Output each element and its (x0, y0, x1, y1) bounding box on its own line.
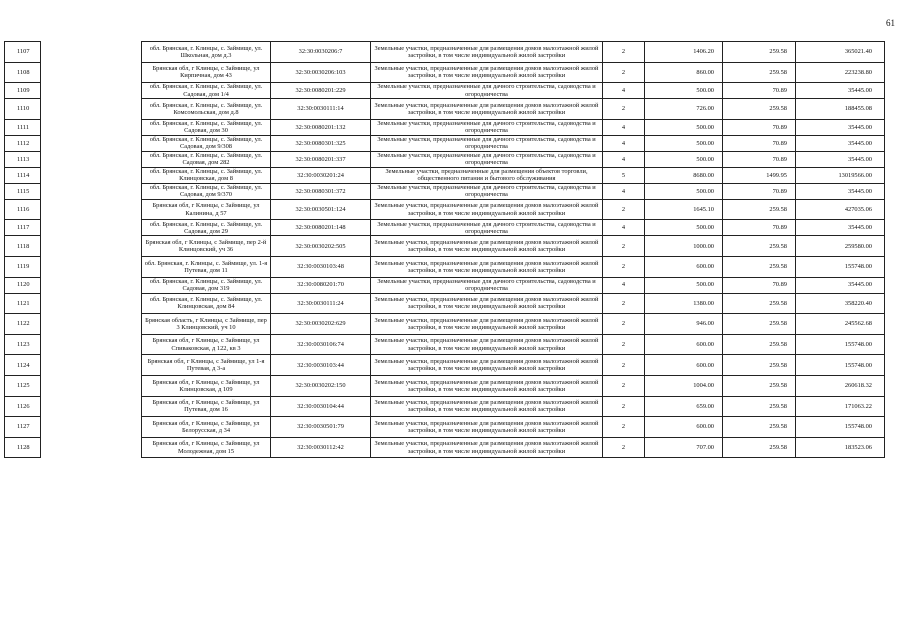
land-purpose-cell: Земельные участки, предназначенные для размещения объектов торговли, общественного питания и бытового обслуживания (371, 167, 603, 183)
price-per-unit-cell: 259.58 (723, 355, 796, 376)
table-row (5, 355, 885, 376)
spacer-cell (41, 42, 142, 63)
row-number: 1124 (5, 355, 41, 376)
table-row (5, 199, 885, 220)
cadastral-number-cell: 32:30:0080201:229 (271, 83, 371, 99)
price-per-unit-cell: 259.58 (723, 334, 796, 355)
purpose-group-cell: 4 (603, 220, 645, 236)
cadastral-value-cell: 188455.08 (796, 99, 885, 120)
row-number: 1125 (5, 375, 41, 396)
area-cell: 8680.00 (645, 167, 723, 183)
area-cell: 1406.20 (645, 42, 723, 63)
purpose-group-cell: 2 (603, 417, 645, 438)
table-row (5, 277, 885, 293)
table-row (5, 167, 885, 183)
address-cell: обл. Брянская, г. Клинцы, с. Займище, ул. Садовая, дом 30 (142, 119, 271, 135)
cadastral-value-cell: 155748.00 (796, 256, 885, 277)
purpose-group-cell: 2 (603, 375, 645, 396)
table-row (5, 183, 885, 199)
purpose-group-cell: 2 (603, 256, 645, 277)
cadastral-number-cell: 32:30:0080201:70 (271, 277, 371, 293)
row-number: 1119 (5, 256, 41, 277)
row-number: 1123 (5, 334, 41, 355)
spacer-cell (41, 293, 142, 314)
price-per-unit-cell: 259.58 (723, 396, 796, 417)
land-purpose-cell: Земельные участки, предназначенные для дачного строительства, садоводства и огородничества (371, 277, 603, 293)
address-cell: Брянская обл, г Клинцы, с Займище, ул Клинцовская, д 109 (142, 375, 271, 396)
purpose-group-cell: 2 (603, 334, 645, 355)
address-cell: обл. Брянская, г. Клинцы, с. Займище, ул. Комсомольская, дом д.8 (142, 99, 271, 120)
land-purpose-cell: Земельные участки, предназначенные для размещения домов малоэтажной жилой застройки, в том числе индивидуальной жилой застройки (371, 42, 603, 63)
cadastral-value-cell: 35445.00 (796, 135, 885, 151)
table-row (5, 42, 885, 63)
purpose-group-cell: 2 (603, 42, 645, 63)
cadastral-value-cell: 35445.00 (796, 119, 885, 135)
cadastral-number-cell: 32:30:0030111:14 (271, 99, 371, 120)
address-cell: Брянская обл, г Клинцы, с Займище, ул Спиваковская, д 122, кв 3 (142, 334, 271, 355)
area-cell: 1000.00 (645, 236, 723, 257)
address-cell: обл. Брянская, г. Клинцы, с. Займище, ул. 1-я Путевая, дом 11 (142, 256, 271, 277)
area-cell: 500.00 (645, 151, 723, 167)
spacer-cell (41, 167, 142, 183)
purpose-group-cell: 4 (603, 151, 645, 167)
land-purpose-cell: Земельные участки, предназначенные для дачного строительства, садоводства и огородничества (371, 119, 603, 135)
spacer-cell (41, 355, 142, 376)
land-purpose-cell: Земельные участки, предназначенные для размещения домов малоэтажной жилой застройки, в том числе индивидуальной жилой застройки (371, 437, 603, 458)
cadastral-value-cell: 155748.00 (796, 355, 885, 376)
land-purpose-cell: Земельные участки, предназначенные для дачного строительства, садоводства и огородничества (371, 83, 603, 99)
price-per-unit-cell: 259.58 (723, 42, 796, 63)
price-per-unit-cell: 70.89 (723, 83, 796, 99)
cadastral-value-cell: 365021.40 (796, 42, 885, 63)
cadastral-number-cell: 32:30:0080301:325 (271, 135, 371, 151)
area-cell: 946.00 (645, 314, 723, 335)
address-cell: Брянская обл, г Клинцы, с Займище, ул Белорусская, д 34 (142, 417, 271, 438)
table-row (5, 62, 885, 83)
spacer-cell (41, 396, 142, 417)
purpose-group-cell: 2 (603, 437, 645, 458)
cadastral-value-cell: 155748.00 (796, 417, 885, 438)
area-cell: 1004.00 (645, 375, 723, 396)
cadastral-value-cell: 35445.00 (796, 183, 885, 199)
land-purpose-cell: Земельные участки, предназначенные для размещения домов малоэтажной жилой застройки, в том числе индивидуальной жилой застройки (371, 375, 603, 396)
area-cell: 500.00 (645, 277, 723, 293)
land-purpose-cell: Земельные участки, предназначенные для размещения домов малоэтажной жилой застройки, в том числе индивидуальной жилой застройки (371, 396, 603, 417)
price-per-unit-cell: 259.58 (723, 199, 796, 220)
land-purpose-cell: Земельные участки, предназначенные для размещения домов малоэтажной жилой застройки, в том числе индивидуальной жилой застройки (371, 199, 603, 220)
table-row (5, 437, 885, 458)
cadastral-number-cell: 32:30:0080301:372 (271, 183, 371, 199)
cadastral-number-cell: 32:30:0030501:124 (271, 199, 371, 220)
cadastral-value-cell: 245562.68 (796, 314, 885, 335)
price-per-unit-cell: 70.89 (723, 151, 796, 167)
address-cell: обл. Брянская, г. Клинцы, с. Займище, ул. Клинцовская, дом 8 (142, 167, 271, 183)
purpose-group-cell: 2 (603, 355, 645, 376)
area-cell: 659.00 (645, 396, 723, 417)
land-purpose-cell: Земельные участки, предназначенные для размещения домов малоэтажной жилой застройки, в том числе индивидуальной жилой застройки (371, 314, 603, 335)
cadastral-number-cell: 32:30:0030201:24 (271, 167, 371, 183)
price-per-unit-cell: 259.58 (723, 256, 796, 277)
purpose-group-cell: 4 (603, 183, 645, 199)
price-per-unit-cell: 70.89 (723, 220, 796, 236)
table-row (5, 314, 885, 335)
cadastral-value-cell: 171063.22 (796, 396, 885, 417)
address-cell: обл. Брянская, г. Клинцы, с. Займище, ул. Садовая, дом 9/370 (142, 183, 271, 199)
purpose-group-cell: 2 (603, 314, 645, 335)
area-cell: 860.00 (645, 62, 723, 83)
address-cell: Брянская обл, г Клинцы, с Займище, ул Молодежная, дом 15 (142, 437, 271, 458)
row-number: 1115 (5, 183, 41, 199)
cadastral-value-cell: 223238.80 (796, 62, 885, 83)
area-cell: 500.00 (645, 220, 723, 236)
table-row (5, 83, 885, 99)
cadastral-number-cell: 32:30:0030202:150 (271, 375, 371, 396)
purpose-group-cell: 4 (603, 135, 645, 151)
address-cell: обл. Брянская, г. Клинцы, с. Займище, ул. Садовая, дом 29 (142, 220, 271, 236)
spacer-cell (41, 437, 142, 458)
table-row (5, 236, 885, 257)
area-cell: 707.00 (645, 437, 723, 458)
row-number: 1111 (5, 119, 41, 135)
cadastral-number-cell: 32:30:0080201:132 (271, 119, 371, 135)
spacer-cell (41, 151, 142, 167)
table-row (5, 293, 885, 314)
row-number: 1116 (5, 199, 41, 220)
cadastral-value-cell: 259580.00 (796, 236, 885, 257)
cadastral-number-cell: 32:30:0030501:79 (271, 417, 371, 438)
land-purpose-cell: Земельные участки, предназначенные для размещения домов малоэтажной жилой застройки, в том числе индивидуальной жилой застройки (371, 256, 603, 277)
area-cell: 500.00 (645, 119, 723, 135)
address-cell: обл. Брянская, г. Клинцы, с. Займище, ул. Садовая, дом 9/308 (142, 135, 271, 151)
address-cell: обл. Брянская, г. Клинцы, с. Займище, ул. Садовая, дом 282 (142, 151, 271, 167)
purpose-group-cell: 4 (603, 83, 645, 99)
price-per-unit-cell: 259.58 (723, 417, 796, 438)
row-number: 1126 (5, 396, 41, 417)
price-per-unit-cell: 259.58 (723, 236, 796, 257)
area-cell: 600.00 (645, 256, 723, 277)
area-cell: 600.00 (645, 334, 723, 355)
price-per-unit-cell: 70.89 (723, 183, 796, 199)
purpose-group-cell: 5 (603, 167, 645, 183)
row-number: 1110 (5, 99, 41, 120)
spacer-cell (41, 83, 142, 99)
price-per-unit-cell: 259.58 (723, 314, 796, 335)
cadastral-number-cell: 32:30:0030206:7 (271, 42, 371, 63)
address-cell: обл. Брянская, г. Клинцы, с. Займище, ул. Клинцовская, дом 84 (142, 293, 271, 314)
address-cell: обл. Брянская, г. Клинцы, с. Займище, ул. Школьная, дом д.3 (142, 42, 271, 63)
spacer-cell (41, 183, 142, 199)
cadastral-number-cell: 32:30:0030103:48 (271, 256, 371, 277)
cadastral-number-cell: 32:30:0030202:505 (271, 236, 371, 257)
page-number: 61 (886, 18, 895, 28)
land-purpose-cell: Земельные участки, предназначенные для размещения домов малоэтажной жилой застройки, в том числе индивидуальной жилой застройки (371, 236, 603, 257)
purpose-group-cell: 2 (603, 199, 645, 220)
table-row (5, 334, 885, 355)
address-cell: обл. Брянская, г. Клинцы, с. Займище, ул. Садовая, дом 1/4 (142, 83, 271, 99)
row-number: 1117 (5, 220, 41, 236)
price-per-unit-cell: 1499.95 (723, 167, 796, 183)
row-number: 1128 (5, 437, 41, 458)
land-purpose-cell: Земельные участки, предназначенные для дачного строительства, садоводства и огородничества (371, 183, 603, 199)
price-per-unit-cell: 70.89 (723, 119, 796, 135)
price-per-unit-cell: 70.89 (723, 277, 796, 293)
cadastral-number-cell: 32:30:0030111:24 (271, 293, 371, 314)
land-purpose-cell: Земельные участки, предназначенные для размещения домов малоэтажной жилой застройки, в том числе индивидуальной жилой застройки (371, 62, 603, 83)
row-number: 1107 (5, 42, 41, 63)
area-cell: 726.00 (645, 99, 723, 120)
spacer-cell (41, 135, 142, 151)
row-number: 1113 (5, 151, 41, 167)
spacer-cell (41, 256, 142, 277)
row-number: 1112 (5, 135, 41, 151)
land-purpose-cell: Земельные участки, предназначенные для размещения домов малоэтажной жилой застройки, в том числе индивидуальной жилой застройки (371, 355, 603, 376)
cadastral-number-cell: 32:30:0030206:103 (271, 62, 371, 83)
price-per-unit-cell: 259.58 (723, 62, 796, 83)
price-per-unit-cell: 259.58 (723, 99, 796, 120)
land-purpose-cell: Земельные участки, предназначенные для дачного строительства, садоводства и огородничества (371, 135, 603, 151)
row-number: 1122 (5, 314, 41, 335)
cadastral-number-cell: 32:30:0030112:42 (271, 437, 371, 458)
purpose-group-cell: 4 (603, 119, 645, 135)
cadastral-value-cell: 183523.06 (796, 437, 885, 458)
purpose-group-cell: 2 (603, 99, 645, 120)
cadastral-value-cell: 35445.00 (796, 83, 885, 99)
spacer-cell (41, 236, 142, 257)
price-per-unit-cell: 70.89 (723, 135, 796, 151)
row-number: 1121 (5, 293, 41, 314)
table-row (5, 119, 885, 135)
table-row (5, 256, 885, 277)
cadastral-value-cell: 13019566.00 (796, 167, 885, 183)
cadastral-number-cell: 32:30:0080201:337 (271, 151, 371, 167)
address-cell: Брянская обл, г Клинцы, с Займище, ул Кирпичная, дом 43 (142, 62, 271, 83)
area-cell: 600.00 (645, 417, 723, 438)
area-cell: 500.00 (645, 183, 723, 199)
table-row (5, 417, 885, 438)
area-cell: 1645.10 (645, 199, 723, 220)
cadastral-value-cell: 35445.00 (796, 277, 885, 293)
area-cell: 500.00 (645, 83, 723, 99)
row-number: 1120 (5, 277, 41, 293)
table-row (5, 375, 885, 396)
cadastral-number-cell: 32:30:0030202:629 (271, 314, 371, 335)
address-cell: обл. Брянская, г. Клинцы, с. Займище, ул. Садовая, дом 319 (142, 277, 271, 293)
table-row (5, 396, 885, 417)
address-cell: Брянская обл, г Клинцы, с Займище, ул Калинина, д 57 (142, 199, 271, 220)
row-number: 1108 (5, 62, 41, 83)
purpose-group-cell: 4 (603, 277, 645, 293)
spacer-cell (41, 220, 142, 236)
land-purpose-cell: Земельные участки, предназначенные для размещения домов малоэтажной жилой застройки, в том числе индивидуальной жилой застройки (371, 334, 603, 355)
price-per-unit-cell: 259.58 (723, 437, 796, 458)
cadastral-value-cell: 35445.00 (796, 151, 885, 167)
spacer-cell (41, 277, 142, 293)
purpose-group-cell: 2 (603, 293, 645, 314)
purpose-group-cell: 2 (603, 62, 645, 83)
land-plots-table (4, 41, 885, 458)
purpose-group-cell: 2 (603, 236, 645, 257)
table-row (5, 220, 885, 236)
area-cell: 500.00 (645, 135, 723, 151)
area-cell: 600.00 (645, 355, 723, 376)
land-purpose-cell: Земельные участки, предназначенные для дачного строительства, садоводства и огородничества (371, 220, 603, 236)
spacer-cell (41, 375, 142, 396)
price-per-unit-cell: 259.58 (723, 375, 796, 396)
row-number: 1109 (5, 83, 41, 99)
cadastral-value-cell: 260618.32 (796, 375, 885, 396)
row-number: 1118 (5, 236, 41, 257)
spacer-cell (41, 334, 142, 355)
cadastral-value-cell: 358220.40 (796, 293, 885, 314)
address-cell: Брянская обл, г Клинцы, с Займище, ул Путевая, дом 16 (142, 396, 271, 417)
price-per-unit-cell: 259.58 (723, 293, 796, 314)
cadastral-number-cell: 32:30:0030106:74 (271, 334, 371, 355)
address-cell: Брянская область, г Клинцы, с Займище, пер 3 Клинцовский, уч 10 (142, 314, 271, 335)
spacer-cell (41, 62, 142, 83)
land-purpose-cell: Земельные участки, предназначенные для размещения домов малоэтажной жилой застройки, в том числе индивидуальной жилой застройки (371, 293, 603, 314)
cadastral-number-cell: 32:30:0030104:44 (271, 396, 371, 417)
address-cell: Брянская обл, г Клинцы, с Займище, пер 2-й Клинцовский, уч 36 (142, 236, 271, 257)
cadastral-number-cell: 32:30:0030103:44 (271, 355, 371, 376)
row-number: 1127 (5, 417, 41, 438)
spacer-cell (41, 99, 142, 120)
spacer-cell (41, 199, 142, 220)
land-purpose-cell: Земельные участки, предназначенные для размещения домов малоэтажной жилой застройки, в том числе индивидуальной жилой застройки (371, 99, 603, 120)
spacer-cell (41, 417, 142, 438)
table-row (5, 99, 885, 120)
address-cell: Брянская обл, г Клинцы, с Займище, ул 1-я Путевая, д 3-а (142, 355, 271, 376)
cadastral-value-cell: 427035.06 (796, 199, 885, 220)
row-number: 1114 (5, 167, 41, 183)
land-purpose-cell: Земельные участки, предназначенные для размещения домов малоэтажной жилой застройки, в том числе индивидуальной жилой застройки (371, 417, 603, 438)
cadastral-value-cell: 155748.00 (796, 334, 885, 355)
spacer-cell (41, 314, 142, 335)
area-cell: 1380.00 (645, 293, 723, 314)
table-row (5, 135, 885, 151)
land-purpose-cell: Земельные участки, предназначенные для дачного строительства, садоводства и огородничества (371, 151, 603, 167)
purpose-group-cell: 2 (603, 396, 645, 417)
table-row (5, 151, 885, 167)
cadastral-number-cell: 32:30:0080201:148 (271, 220, 371, 236)
spacer-cell (41, 119, 142, 135)
cadastral-value-cell: 35445.00 (796, 220, 885, 236)
